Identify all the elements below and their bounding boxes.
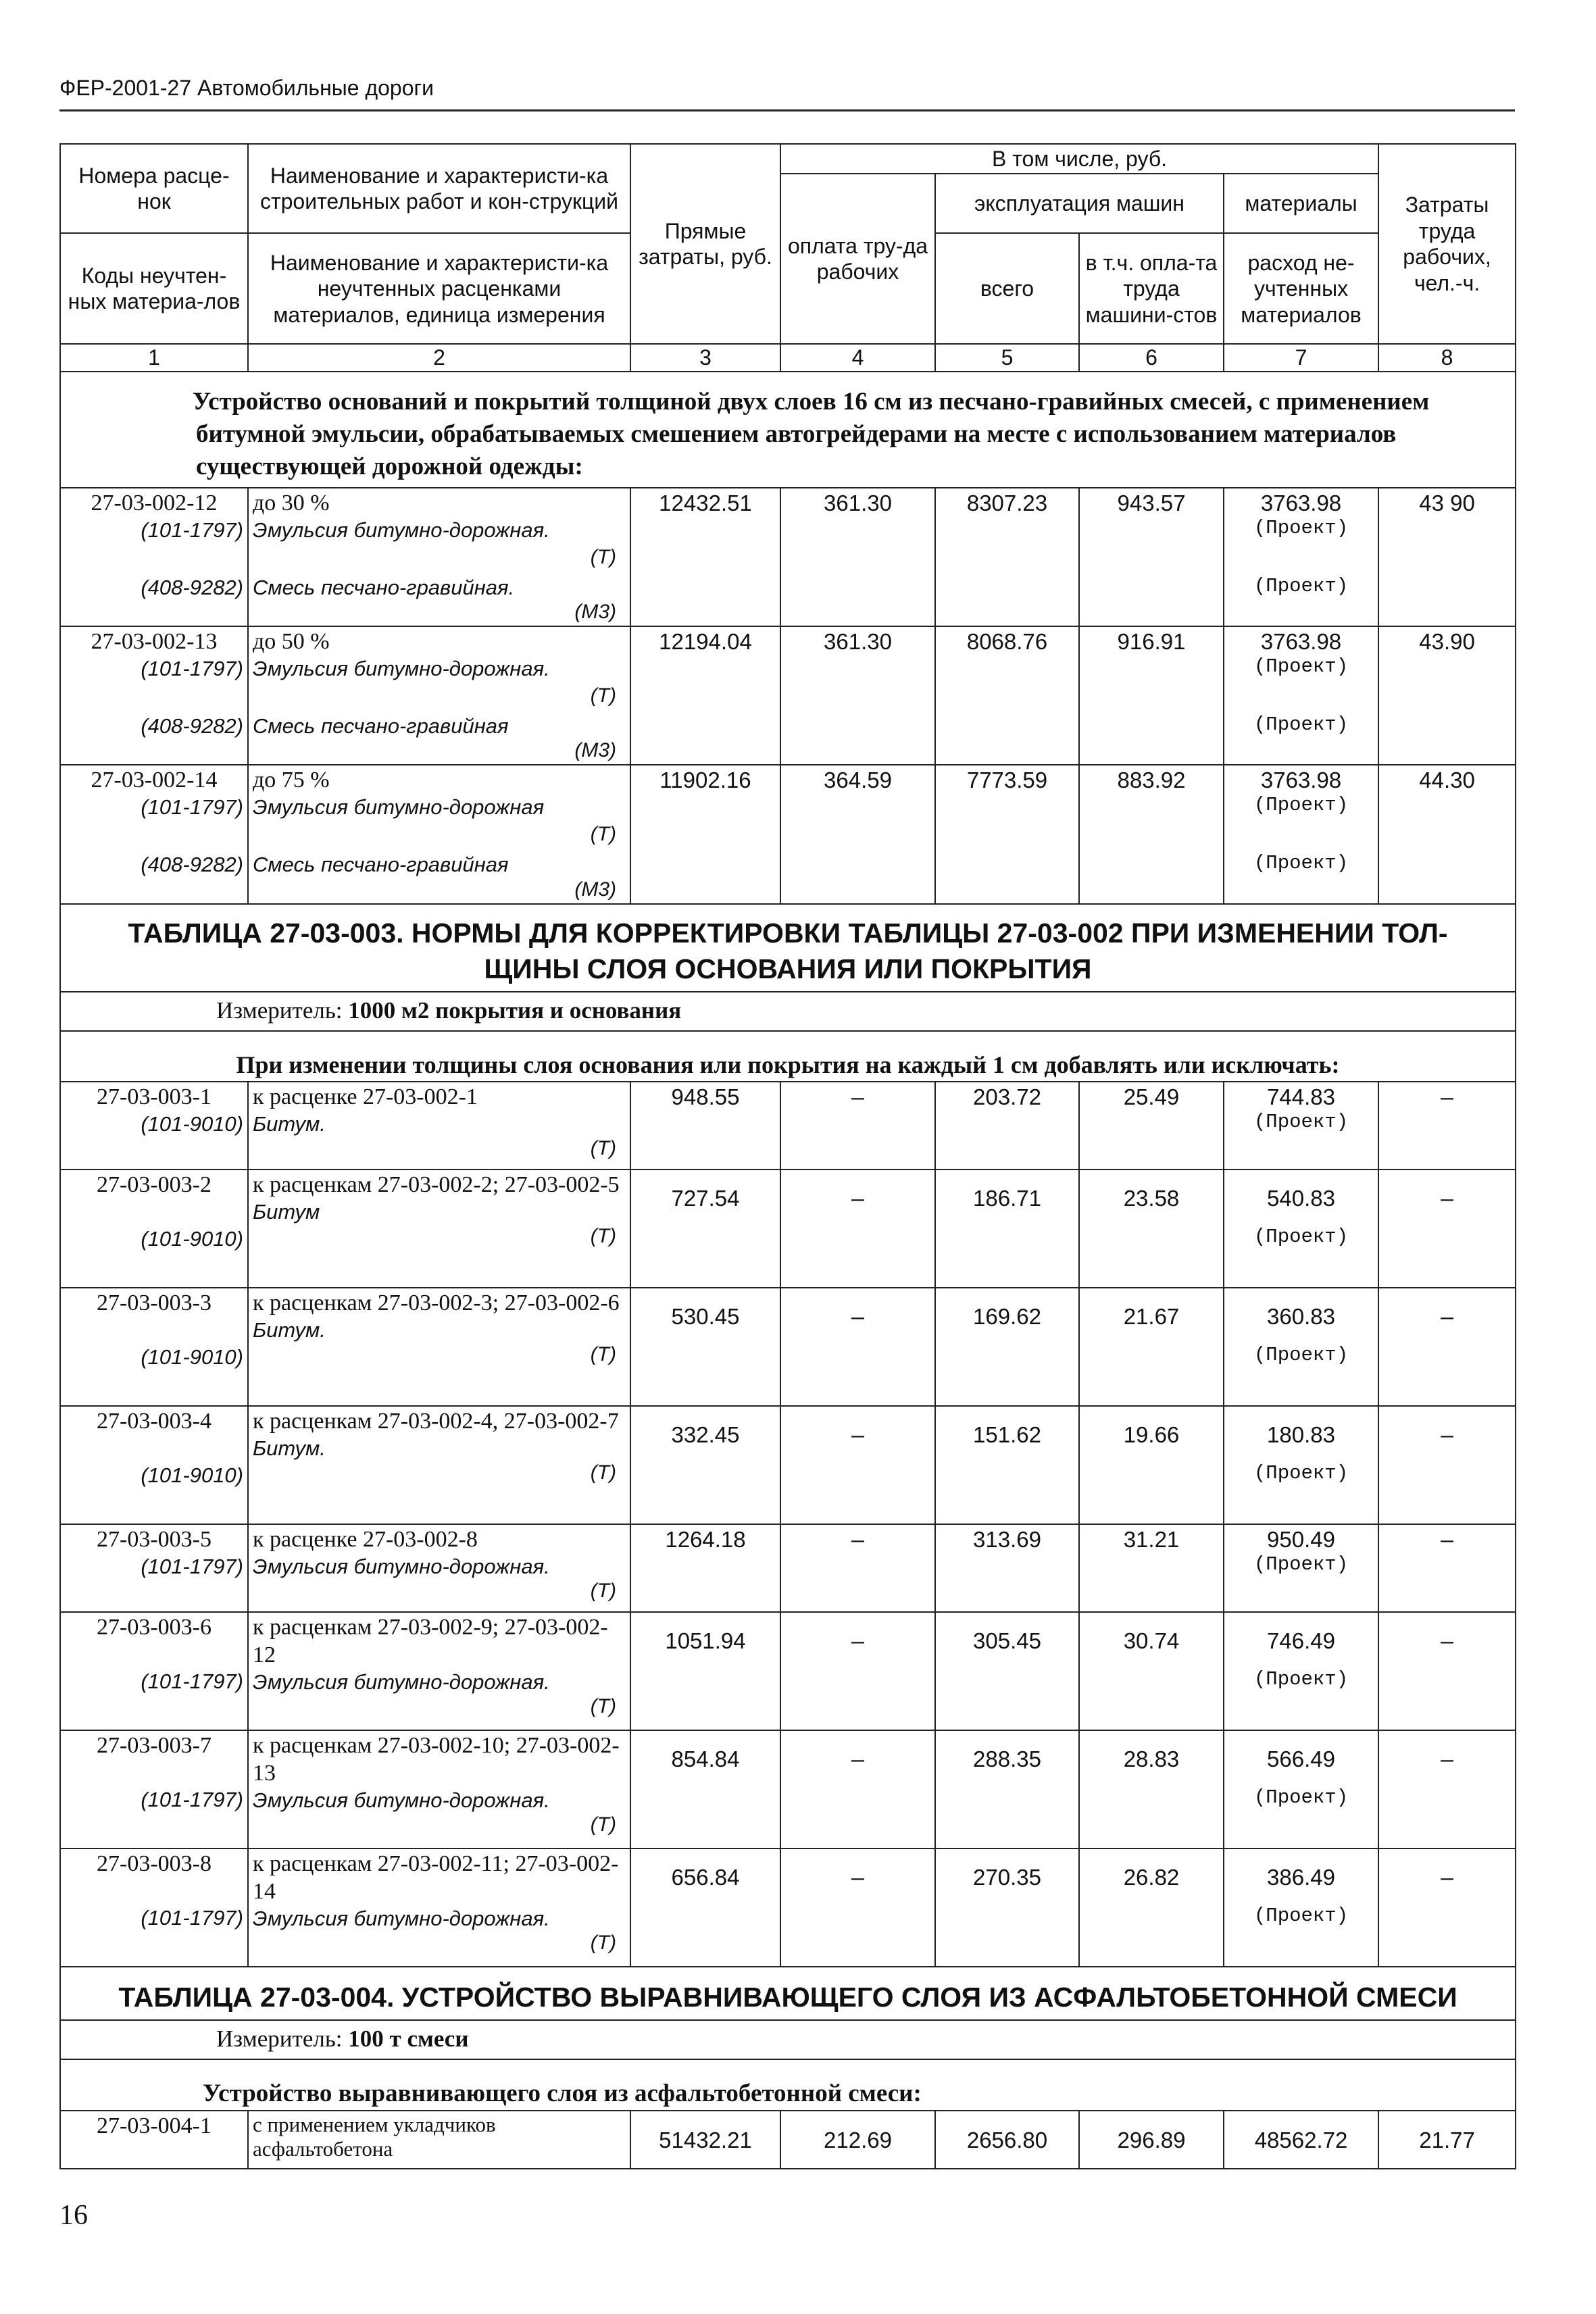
labor-pay: –	[780, 1406, 935, 1524]
table-row	[60, 1612, 1516, 1730]
table-003-measure	[60, 992, 1516, 1031]
direct-costs: 51432.21	[630, 2111, 780, 2169]
project-note: (Проект)	[1253, 1786, 1349, 1809]
unit: (Т)	[590, 1224, 616, 1247]
machines-total: 169.62	[935, 1288, 1079, 1406]
unit: (Т)	[590, 1579, 616, 1602]
unit: (Т)	[248, 682, 630, 712]
table-row	[60, 2111, 1516, 2169]
labor-hours: –	[1378, 1169, 1516, 1288]
col-material-codes-header: Коды неучтен-ных материа-лов	[60, 233, 248, 344]
unit: (Т)	[248, 821, 630, 851]
table-row	[60, 1406, 1516, 1524]
col-direct-costs-header: Прямые затраты, руб.	[630, 144, 780, 344]
col-num: 2	[248, 344, 630, 371]
rate-code: 27-03-003-2	[97, 1172, 211, 1197]
document-header: ФЕР-2001-27 Автомобильные дороги	[59, 76, 434, 100]
material-code: (101-1797)	[141, 1554, 243, 1578]
col-num: 8	[1378, 344, 1516, 371]
machinist-pay: 23.58	[1079, 1169, 1224, 1288]
work-name: к расценкам 27-03-002-2; 27-03-002-5	[253, 1172, 620, 1197]
col-num: 7	[1224, 344, 1378, 371]
material-name: Смесь песчано-гравийная	[253, 714, 509, 738]
direct-costs: 656.84	[630, 1848, 780, 1967]
direct-costs: 530.45	[630, 1288, 780, 1406]
table-row	[60, 1848, 1516, 1967]
direct-costs: 332.45	[630, 1406, 780, 1524]
table-003-title: ТАБЛИЦА 27-03-003. НОРМЫ ДЛЯ КОРРЕКТИРОВКИ ТАБЛИЦЫ 27-03-002 ПРИ ИЗМЕНЕНИИ ТОЛ-ЩИНЫ СЛОЯ ОСНОВАНИЯ ИЛИ ПОКРЫТИЯ	[60, 904, 1516, 992]
col-machinist-pay-header: в т.ч. опла-та труда машини-стов	[1079, 233, 1224, 344]
rates-table	[59, 143, 1516, 2169]
machines-header: эксплуатация машин	[935, 174, 1224, 233]
material-name: Эмульсия битумно-дорожная.	[253, 518, 550, 542]
header-rule	[59, 109, 1515, 111]
unit: (М3)	[574, 878, 616, 901]
measure-value: 100 т смеси	[348, 2026, 469, 2053]
machines-total: 288.35	[935, 1730, 1079, 1848]
direct-costs: 12432.51	[630, 488, 780, 626]
direct-costs: 1051.94	[630, 1612, 780, 1730]
incl-header: В том числе, руб.	[780, 144, 1378, 174]
project-note: (Проект)	[1253, 1110, 1349, 1133]
work-name: к расценке 27-03-002-8	[253, 1526, 478, 1552]
project-note: (Проект)	[1253, 655, 1349, 678]
direct-costs: 948.55	[630, 1082, 780, 1169]
col-material-name-header: Наименование и характеристи-ка неучтенных расценками материалов, единица измерения	[248, 233, 630, 344]
direct-costs: 1264.18	[630, 1524, 780, 1612]
labor-hours: –	[1378, 1730, 1516, 1848]
labor-pay: 361.30	[780, 626, 935, 765]
table-row	[60, 1730, 1516, 1848]
material-code: (408-9282)	[141, 576, 243, 600]
col-labor-hours-header: Затраты труда рабочих, чел.-ч.	[1378, 144, 1516, 344]
labor-pay: –	[780, 1288, 935, 1406]
unit: (М3)	[574, 739, 616, 762]
measure-value: 1000 м2 покрытия и основания	[348, 997, 682, 1024]
material-name: Битум	[253, 1199, 320, 1224]
table-row	[60, 1524, 1516, 1612]
material-name: Битум.	[253, 1317, 326, 1342]
rate-code: 27-03-003-1	[97, 1084, 211, 1109]
col-num: 6	[1079, 344, 1224, 371]
work-name: до 75 %	[253, 768, 330, 793]
material-code: (408-9282)	[141, 853, 243, 877]
labor-pay: 361.30	[780, 488, 935, 626]
rate-code: 27-03-002-13	[91, 629, 218, 655]
col-machines-total-header: всего	[935, 233, 1079, 344]
rate-code: 27-03-003-4	[97, 1408, 211, 1434]
labor-hours: 21.77	[1378, 2111, 1516, 2169]
material-name: Эмульсия битумно-дорожная.	[253, 1669, 550, 1694]
unit: (Т)	[590, 1342, 616, 1365]
material-name: Эмульсия битумно-дорожная.	[253, 657, 550, 681]
col-num: 5	[935, 344, 1079, 371]
work-name: до 30 %	[253, 491, 330, 516]
material-code: (101-1797)	[141, 1669, 243, 1693]
machines-total: 151.62	[935, 1406, 1079, 1524]
labor-hours: 44.30	[1378, 765, 1516, 903]
work-name: к расценкам 27-03-002-9; 27-03-002-12	[253, 1614, 608, 1667]
direct-costs: 11902.16	[630, 765, 780, 903]
work-name: к расценке 27-03-002-1	[253, 1084, 478, 1109]
material-code: (101-1797)	[141, 657, 243, 681]
materials-cost: 3763.98	[1260, 491, 1342, 516]
machines-total: 8068.76	[935, 626, 1079, 765]
materials-cost: 540.83	[1267, 1185, 1335, 1211]
project-note: (Проект)	[1253, 852, 1349, 875]
table-row	[60, 1169, 1516, 1288]
rate-code: 27-03-003-7	[97, 1732, 211, 1758]
materials-cost: 3763.98	[1260, 629, 1342, 655]
material-code: (101-9010)	[141, 1111, 243, 1136]
machinist-pay: 25.49	[1079, 1082, 1224, 1169]
unit: (Т)	[590, 1136, 616, 1159]
machines-total: 8307.23	[935, 488, 1079, 626]
project-note: (Проект)	[1253, 713, 1349, 736]
material-name: Смесь песчано-гравийная.	[253, 576, 515, 600]
materials-cost: 950.49	[1267, 1526, 1335, 1552]
machinist-pay: 916.91	[1079, 626, 1224, 765]
material-code: (101-9010)	[141, 1344, 243, 1369]
material-name: Эмульсия битумно-дорожная.	[253, 1554, 550, 1578]
table-004-subtitle: Устройство выравнивающего слоя из асфальтобетонной смеси:	[60, 2059, 1516, 2111]
rate-code: 27-03-003-3	[97, 1290, 211, 1315]
project-note: (Проект)	[1253, 1225, 1349, 1248]
col-work-name-header: Наименование и характеристи-ка строительных работ и кон-струкций	[248, 144, 630, 233]
unit: (М3)	[574, 601, 616, 624]
project-note: (Проект)	[1253, 1667, 1349, 1690]
machinist-pay: 19.66	[1079, 1406, 1224, 1524]
rate-code: 27-03-002-14	[91, 768, 218, 793]
labor-pay: –	[780, 1082, 935, 1169]
col-num: 3	[630, 344, 780, 371]
direct-costs: 727.54	[630, 1169, 780, 1288]
direct-costs: 12194.04	[630, 626, 780, 765]
machines-total: 270.35	[935, 1848, 1079, 1967]
project-note: (Проект)	[1253, 1343, 1349, 1366]
labor-pay: –	[780, 1612, 935, 1730]
material-code: (101-1797)	[141, 795, 243, 820]
labor-pay: –	[780, 1848, 935, 1967]
project-note: (Проект)	[1253, 1461, 1349, 1484]
machines-total: 313.69	[935, 1524, 1079, 1612]
col-unaccounted-materials-header: расход не-учтенных материалов	[1224, 233, 1378, 344]
labor-hours: –	[1378, 1288, 1516, 1406]
col-rate-numbers-header: Номера расце-нок	[60, 144, 248, 233]
material-name: Эмульсия битумно-дорожная.	[253, 1906, 550, 1930]
measure-label: Измеритель:	[216, 997, 343, 1024]
machines-total: 7773.59	[935, 765, 1079, 903]
project-note: (Проект)	[1253, 794, 1349, 816]
direct-costs: 854.84	[630, 1730, 780, 1848]
labor-hours: –	[1378, 1406, 1516, 1524]
unit: (Т)	[590, 1813, 616, 1836]
materials-cost: 386.49	[1267, 1864, 1335, 1890]
measure-label: Измеритель:	[216, 2026, 343, 2053]
table-004-measure	[60, 2020, 1516, 2059]
machinist-pay: 296.89	[1079, 2111, 1224, 2169]
work-name: к расценкам 27-03-002-3; 27-03-002-6	[253, 1290, 620, 1315]
labor-hours: 43 90	[1378, 488, 1516, 626]
unit: (Т)	[248, 544, 630, 574]
material-name: Битум.	[253, 1436, 326, 1460]
col-num: 4	[780, 344, 935, 371]
page-number: 16	[59, 2200, 88, 2231]
work-name: к расценкам 27-03-002-11; 27-03-002-14	[253, 1851, 619, 1904]
table-003-subtitle: При изменении толщины слоя основания или покрытия на каждый 1 см добавлять или исключать:	[60, 1031, 1516, 1082]
labor-hours: –	[1378, 1524, 1516, 1612]
materials-cost: 566.49	[1267, 1746, 1335, 1771]
labor-hours: 43.90	[1378, 626, 1516, 765]
material-code: (101-9010)	[141, 1463, 243, 1487]
materials-cost: 180.83	[1267, 1422, 1335, 1447]
rate-code: 27-03-003-8	[97, 1851, 211, 1876]
materials-cost: 746.49	[1267, 1628, 1335, 1653]
table-row	[60, 1082, 1516, 1169]
material-code: (101-9010)	[141, 1226, 243, 1251]
machinist-pay: 26.82	[1079, 1848, 1224, 1967]
section-title: Устройство оснований и покрытий толщиной двух слоев 16 см из песчано-гравийных смесей, с применением битумной эмульсии, обрабатываемых смешением автогрейдерами на месте с использованием материалов существующей дорожной одежды:	[60, 372, 1516, 488]
rate-code: 27-03-002-12	[91, 491, 218, 516]
table-004-title: ТАБЛИЦА 27-03-004. УСТРОЙСТВО ВЫРАВНИВАЮЩЕГО СЛОЯ ИЗ АСФАЛЬТОБЕТОННОЙ СМЕСИ	[60, 1967, 1516, 2020]
machines-total: 203.72	[935, 1082, 1079, 1169]
machines-total: 186.71	[935, 1169, 1079, 1288]
work-name: к расценкам 27-03-002-4, 27-03-002-7	[253, 1408, 619, 1434]
machinist-pay: 30.74	[1079, 1612, 1224, 1730]
unit: (Т)	[590, 1931, 616, 1954]
material-name: Смесь песчано-гравийная	[253, 853, 509, 877]
machinist-pay: 31.21	[1079, 1524, 1224, 1612]
materials-cost: 744.83	[1267, 1084, 1335, 1109]
machinist-pay: 28.83	[1079, 1730, 1224, 1848]
material-code: (101-1797)	[141, 1787, 243, 1811]
material-name: Битум.	[253, 1111, 326, 1136]
material-code: (101-1797)	[141, 518, 243, 542]
labor-hours: –	[1378, 1082, 1516, 1169]
material-code: (101-1797)	[141, 1905, 243, 1930]
machinist-pay: 21.67	[1079, 1288, 1224, 1406]
labor-pay: 364.59	[780, 765, 935, 903]
project-note: (Проект)	[1253, 1904, 1349, 1927]
table-row	[60, 1288, 1516, 1406]
rate-code: 27-03-004-1	[97, 2113, 211, 2139]
work-name: к расценкам 27-03-002-10; 27-03-002-13	[253, 1732, 620, 1786]
materials-cost: 360.83	[1267, 1303, 1335, 1329]
labor-pay: –	[780, 1730, 935, 1848]
labor-hours: –	[1378, 1848, 1516, 1967]
labor-pay: –	[780, 1169, 935, 1288]
work-name: до 50 %	[253, 629, 330, 655]
rate-code: 27-03-003-6	[97, 1614, 211, 1640]
unit: (Т)	[590, 1694, 616, 1717]
materials-cost: 48562.72	[1224, 2111, 1378, 2169]
material-code: (408-9282)	[141, 714, 243, 738]
project-note: (Проект)	[1253, 575, 1349, 598]
project-note: (Проект)	[1253, 516, 1349, 539]
machines-total: 305.45	[935, 1612, 1079, 1730]
labor-pay: 212.69	[780, 2111, 935, 2169]
project-note: (Проект)	[1253, 1553, 1349, 1576]
material-name: Эмульсия битумно-дорожная	[253, 795, 545, 820]
material-name: Эмульсия битумно-дорожная.	[253, 1788, 550, 1812]
work-name: с применением укладчиков асфальтобетона	[248, 2111, 630, 2169]
materials-cost: 3763.98	[1260, 768, 1342, 793]
col-num: 1	[60, 344, 248, 371]
unit: (Т)	[590, 1461, 616, 1484]
machines-total: 2656.80	[935, 2111, 1079, 2169]
labor-pay: –	[780, 1524, 935, 1612]
col-labor-pay-header: оплата тру-да рабочих	[780, 174, 935, 344]
labor-hours: –	[1378, 1612, 1516, 1730]
machinist-pay: 943.57	[1079, 488, 1224, 626]
machinist-pay: 883.92	[1079, 765, 1224, 903]
rate-code: 27-03-003-5	[97, 1526, 211, 1552]
materials-header: материалы	[1224, 174, 1378, 233]
